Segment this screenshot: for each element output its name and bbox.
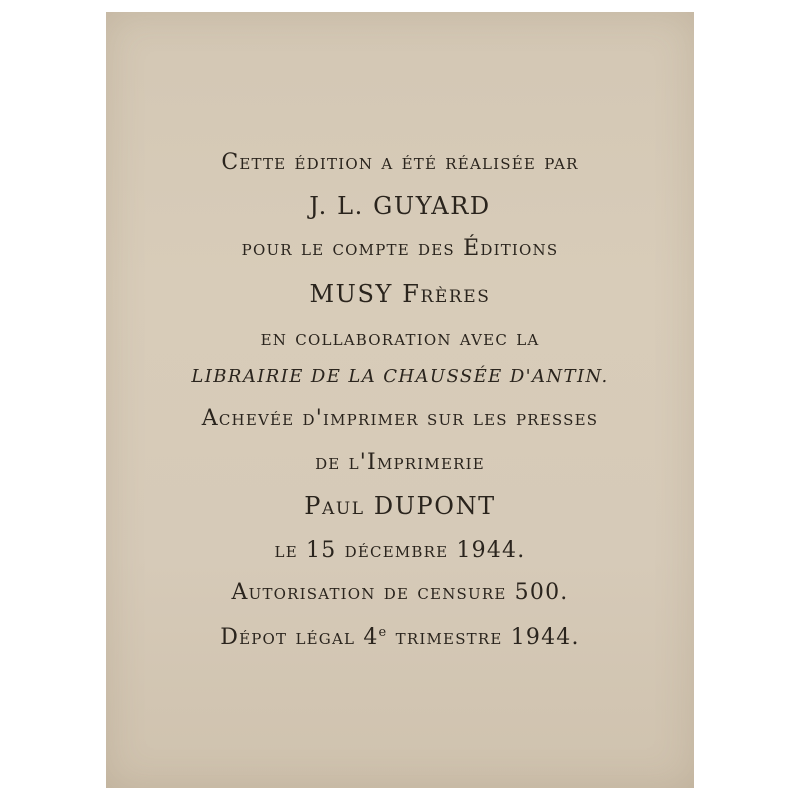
colophon-line-edition: Cette édition a été réalisée par — [221, 150, 579, 175]
colophon-line-printed: Achevée d'imprimer sur les presses — [201, 406, 599, 431]
colophon-line-publisher-intro: pour le compte des Éditions — [241, 236, 559, 261]
colophon-line-imprimerie: de l'Imprimerie — [315, 450, 485, 475]
colophon-line-printer-name: J. L. GUYARD — [309, 192, 491, 220]
imprimerie-last-name: DUPONT — [373, 492, 496, 520]
book-page — [106, 12, 694, 788]
colophon-line-bookshop: LIBRAIRIE DE LA CHAUSSÉE D'ANTIN. — [191, 366, 609, 387]
colophon-line-publisher — [106, 282, 694, 306]
colophon-line-imprimerie-name — [106, 494, 694, 518]
legal-deposit-suffix: trimestre 1944. — [395, 625, 580, 650]
publisher-suffix: Frères — [402, 280, 491, 308]
colophon-line-collaboration: en collaboration avec la — [260, 326, 540, 351]
legal-deposit-ordinal: e — [378, 625, 388, 640]
colophon-line-legal-deposit — [106, 626, 694, 649]
publisher-name: MUSY — [309, 280, 393, 308]
colophon-line-date: le 15 décembre 1944. — [274, 538, 526, 563]
imprimerie-first-name: Paul — [304, 492, 365, 520]
legal-deposit-prefix: Dépot légal 4 — [220, 625, 379, 650]
colophon-line-censorship: Autorisation de censure 500. — [231, 580, 569, 605]
